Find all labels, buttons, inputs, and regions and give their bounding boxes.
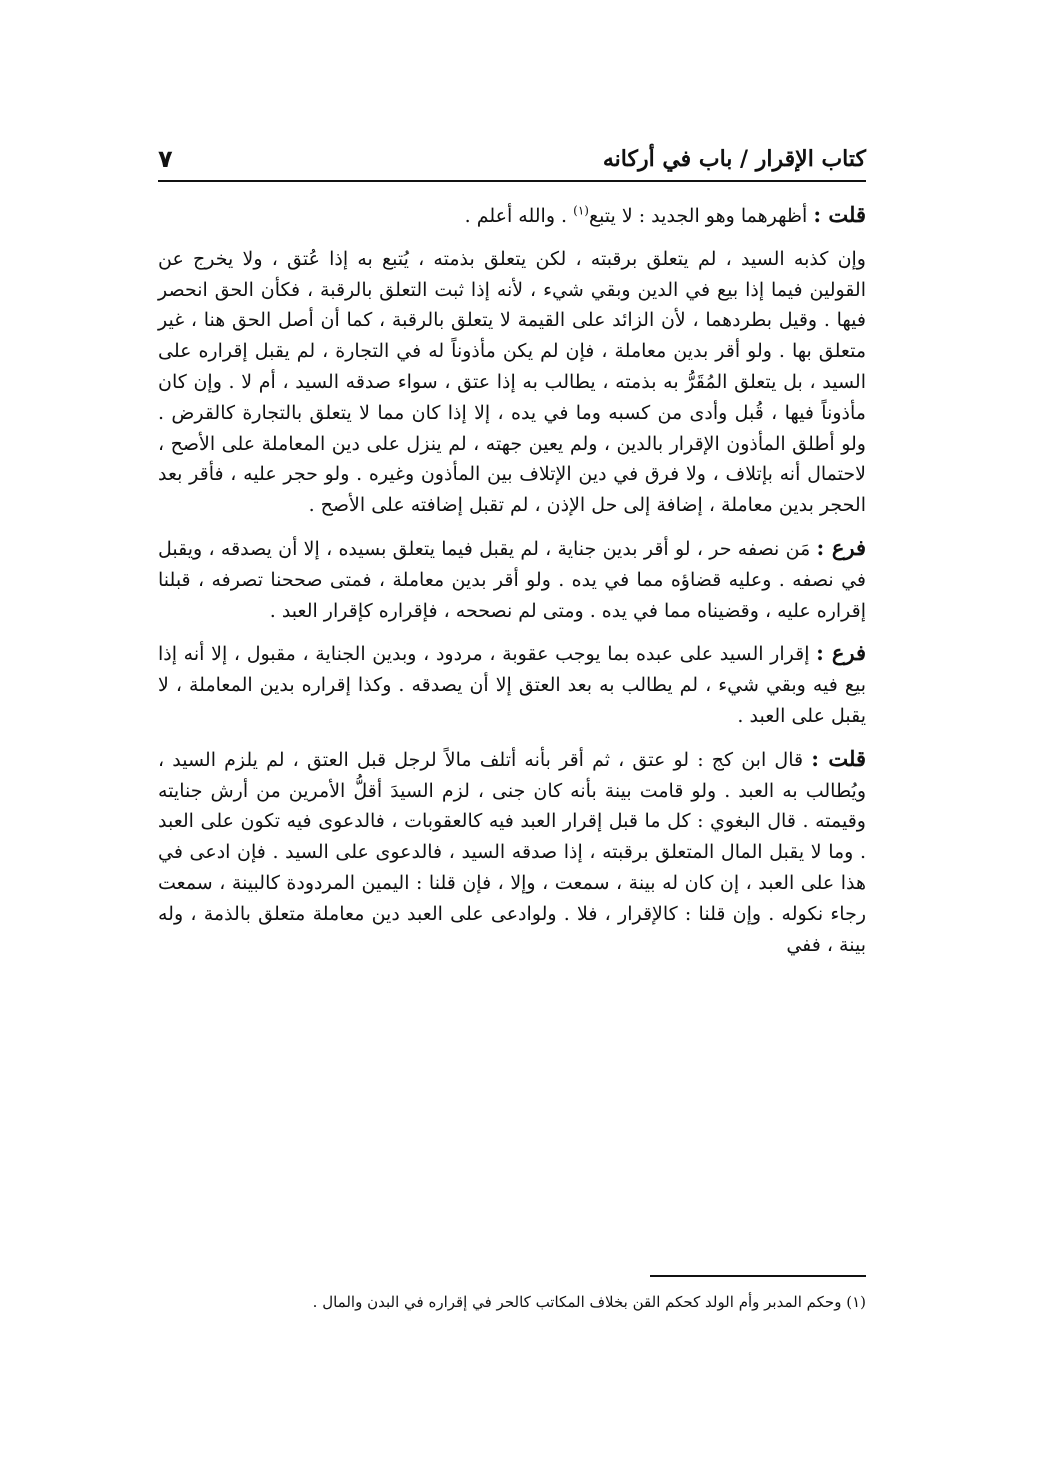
page-header — [158, 142, 866, 182]
paragraph-text: مَن نصفه حر ، لو أقر بدين جناية ، لم يقبل فيما يتعلق بسيده ، إلا أن يصدقه ، ويقبل في نصفه . وعليه قضاؤه مما في يده . ولو أقر بدين معاملة ، فمتى صححنا تصرفه ، قبلنا إقراره عليه ، وقضيناه مما في يده . ومتى لم نصححه ، فإقراره كإقرار العبد . — [158, 537, 866, 622]
paragraph-1 — [158, 200, 866, 232]
paragraph-lead: فرع : — [816, 640, 867, 666]
footnote-reference[interactable]: (١) — [573, 203, 589, 218]
footnote: (١) وحكم المدبر وأم الولد كحكم القن بخلاف المكاتب كالحر في إقراره في البدن والمال . — [312, 1293, 866, 1311]
footnote-divider — [650, 1275, 866, 1277]
paragraph-text: إقرار السيد على عبده بما يوجب عقوبة ، مردود ، وبدين الجناية ، مقبول ، إلا أنه إذا بيع فيه وبقي شيء ، لم يطالب به بعد العتق إلا أن يصدقه . وكذا إقراره بدين المعاملة ، لا يقبل على العبد . — [158, 643, 867, 727]
paragraph-4 — [158, 638, 866, 731]
paragraph-2 — [158, 244, 866, 521]
paragraph-lead: فرع : — [816, 534, 867, 560]
paragraph-5 — [158, 744, 866, 961]
running-title: كتاب الإقرار / باب في أركانه — [602, 146, 866, 172]
paragraph-text-end: . والله أعلم . — [464, 205, 574, 227]
paragraph-text: أظهرهما وهو الجديد : لا يتبع — [588, 205, 814, 227]
paragraph-lead: قلت : — [811, 745, 866, 771]
main-text — [158, 200, 866, 960]
paragraph-text: قال ابن كج : لو عتق ، ثم أقر بأنه أتلف مالاً لرجل قبل العتق ، لم يلزم السيد ، ويُطالب به العبد . ولو قامت بينة بأنه كان جنى ، لزم السيدَ أقلُّ الأمرين من أرش جنايته وقيمته . قال البغوي : كل ما قبل إقرار العبد فيه كالعقوبات ، فالدعوى فيه تكون على العبد . وما لا يقبل المال المتعلق برقبته ، إذا صدقه السيد ، فالدعوى على السيد . فإن ادعى في هذا على العبد ، إن كان له بينة ، سمعت ، وإلا ، فإن قلنا : اليمين المردودة كالبينة ، سمعت رجاء نكوله . وإن قلنا : كالإقرار ، فلا . ولوادعى على العبد دين معاملة متعلق بالذمة ، وله بينة ، ففي — [158, 748, 866, 956]
paragraph-text: وإن كذبه السيد ، لم يتعلق برقبته ، لكن يتعلق بذمته ، يُتبع به إذا عُتق ، ولا يخرج عن القولين فيما إذا بيع في الدين وبقي شيء ، لأنه إذا ثبت التعلق بالرقبة ، فكأن الحق انحصر فيها . وقيل بطردهما ، لأن الزائد على القيمة لا يتعلق بالرقبة ، كما أن أصل الحق هنا ، غير متعلق بها . ولو أقر بدين معاملة ، فإن لم يكن مأذوناً له في التجارة ، لم يقبل إقراره على السيد ، بل يتعلق المُقَرُّ به بذمته ، يطالب به إذا عتق ، سواء صدقه السيد ، أم لا . وإن كان مأذوناً فيها ، قُبل وأدى من كسبه وما في يده ، إلا إذا كان مما لا يتعلق بالتجارة كالقرض . ولو أطلق المأذون الإقرار بالدين ، ولم يعين جهته ، لم ينزل على دين المعاملة على الأصح ، لاحتمال أنه بإتلاف ، ولا فرق في دين الإتلاف بين المأذون وغيره . ولو حجر عليه ، فأقر بعد الحجر بدين معاملة ، إضافة إلى حل الإذن ، لم تقبل إضافته على الأصح . — [158, 247, 866, 517]
paragraph-lead: قلت : — [813, 202, 866, 227]
paragraph-3 — [158, 533, 866, 626]
page-number: ٧ — [158, 145, 173, 173]
